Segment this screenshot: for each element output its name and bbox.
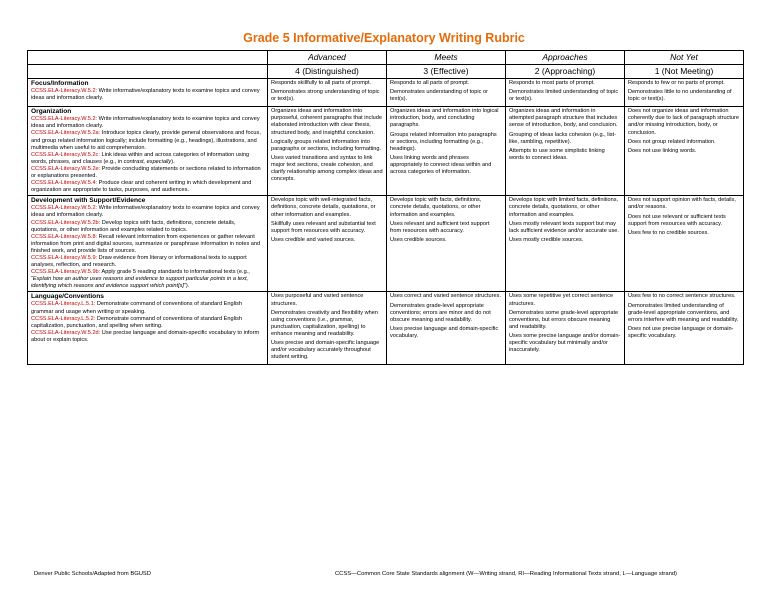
- standard-emphasis: Explain how an author uses reasons and evidence to support particular points in a text, identifying which reasons and evidence support which point[s]: [31, 276, 249, 290]
- standard-text: [31, 220, 264, 234]
- standard-description: Develop topics with facts, definitions, concrete details, quotations, or other information and examples related to topics.: [31, 219, 236, 233]
- descriptor-text: Organizes ideas and information in attempted paragraph structure that includes sense of introduction, body, and conclusion.: [509, 108, 618, 129]
- descriptor-cell: [625, 292, 744, 365]
- footer-source: Denver Public Schools/Adapted from BGUSD: [34, 571, 151, 577]
- standard-text: [31, 234, 264, 255]
- standard-code: CCSS.ELA-Literacy.W.5.2:: [31, 88, 98, 94]
- standard-emphasis: in contrast, especially: [117, 158, 172, 165]
- rubric-row: [28, 79, 744, 107]
- level-name: Advanced: [268, 51, 387, 65]
- descriptor-cell: [268, 196, 387, 292]
- level-score-row: [28, 65, 744, 79]
- criteria-cell: [28, 79, 268, 107]
- descriptor-cell: [625, 107, 744, 196]
- descriptor-text: Grouping of ideas lacks cohesion (e.g., list-like, rambling, repetitive).: [509, 131, 616, 145]
- standard-text: [31, 88, 264, 102]
- standard-text: [31, 130, 264, 151]
- descriptor-text: Does not support opinion with facts, details, and/or reasons.: [628, 197, 736, 211]
- descriptor-text: Responds to all parts of prompt.: [390, 80, 470, 86]
- descriptor-text: Uses precise language and domain-specific vocabulary.: [390, 325, 499, 339]
- level-score: 3 (Effective): [387, 65, 506, 79]
- standard-description-end: ”).: [184, 283, 190, 290]
- descriptor-text: Uses credible and varied sources.: [271, 236, 356, 243]
- descriptor-cell: [506, 292, 625, 365]
- descriptor-text: Demonstrates grade-level appropriate conventions; errors are minor and do not obscure meaning and readability.: [390, 302, 491, 323]
- level-score: 1 (Not Meeting): [625, 65, 744, 79]
- standard-code: CCSS.ELA-Literacy.W.5.2e:: [31, 165, 101, 172]
- standard-description: Demonstrate command of conventions of standard English capitalization, punctuation, and spelling when writing.: [31, 315, 243, 329]
- rubric-row: [28, 196, 744, 292]
- standard-code: CCSS.ELA-Literacy.W.5.2a:: [31, 130, 101, 137]
- descriptor-text: Uses varied transitions and syntax to link major text sections, create cohesion, and clarify relationship among complex ideas and concepts.: [271, 154, 383, 183]
- descriptor-text: Uses few to no credible sources.: [628, 229, 709, 236]
- descriptor-text: Develops topic with limited facts, definitions, concrete details, quotations, or other information and examples.: [509, 197, 619, 218]
- descriptor-text: Uses purposeful and varied sentence structures.: [271, 293, 364, 307]
- standard-code: CCSS.ELA-Literacy.W.5.4:: [31, 180, 98, 187]
- descriptor-text: Demonstrates limited understanding of topic or text(s).: [509, 89, 619, 103]
- standard-text: [31, 205, 264, 219]
- descriptor-cell: [506, 196, 625, 292]
- standard-description: Use precise language and domain-specific vocabulary to inform about or explain topics.: [31, 329, 260, 343]
- level-name: Meets: [387, 51, 506, 65]
- standard-description: Introduce topics clearly, provide general observations and focus, and group related information logically; include formatting (e.g., headings), illustrations, and multimedia when useful to aid comprehension.: [31, 130, 261, 151]
- descriptor-text: Uses some repetitive yet correct sentence structures.: [509, 293, 614, 307]
- descriptor-cell: [268, 79, 387, 107]
- descriptor-text: Responds to few or no parts of prompt.: [628, 80, 725, 86]
- level-name-row: [28, 51, 744, 65]
- standard-text: [31, 330, 264, 344]
- standard-description: Provide concluding statements or sections related to information or explanations presented.: [31, 165, 261, 180]
- corner-cell: [28, 51, 268, 65]
- standard-code: CCSS.ELA-Literacy.W.5.2b:: [31, 219, 101, 226]
- descriptor-cell: [387, 107, 506, 196]
- standard-code: CCSS.ELA-Literacy.W.5.2:: [31, 116, 98, 123]
- criteria-cell: [28, 107, 268, 196]
- standard-text: [31, 255, 264, 269]
- descriptor-cell: [387, 292, 506, 365]
- corner-cell: [28, 65, 268, 79]
- standard-text: [31, 301, 264, 315]
- descriptor-text: Does not group related information.: [628, 138, 716, 145]
- descriptor-cell: [268, 107, 387, 196]
- standard-description: Apply grade 5 reading standards to informational texts (e.g., “: [31, 269, 250, 283]
- rubric-table: [27, 50, 744, 365]
- descriptor-cell: [625, 196, 744, 292]
- standard-text: [31, 269, 264, 290]
- standard-description: Draw evidence from literary or informational texts to support analyses, reflection, and research.: [31, 254, 247, 269]
- standard-text: [31, 152, 264, 166]
- descriptor-text: Responds skillfully to all parts of prompt.: [271, 80, 372, 86]
- descriptor-text: Responds to most parts of prompt.: [509, 80, 595, 86]
- descriptor-text: Uses linking words and phrases appropriately to connect ideas within and across categories of information.: [390, 154, 492, 176]
- rubric-row: [28, 107, 744, 196]
- standard-description: Write informative/explanatory texts to examine topics and convey ideas and information clearly.: [31, 116, 260, 130]
- standard-description: Demonstrate command of conventions of standard English grammar and usage when writing or speaking.: [31, 301, 243, 315]
- descriptor-text: Demonstrates creativity and flexibility when using conventions (i.e., grammar, punctuation, capitalization, spelling) to enhance meaning and readability.: [271, 309, 378, 337]
- descriptor-text: Uses mostly relevant texts support but may lack sufficient evidence and/or accurate use.: [509, 220, 619, 234]
- descriptor-text: Attempts to use some simplistic linking words to connect ideas.: [509, 147, 605, 161]
- standard-code: CCSS.ELA-Literacy.W.5.9b:: [31, 269, 101, 276]
- standard-code: CCSS.ELA-Literacy.W.5.2:: [31, 205, 98, 212]
- descriptor-cell: [506, 79, 625, 107]
- descriptor-text: Uses credible sources.: [390, 236, 447, 243]
- standard-description: Write informative/explanatory texts to examine topics and convey ideas and information clearly.: [31, 205, 260, 219]
- descriptor-cell: [625, 79, 744, 107]
- standard-code: CCSS.ELA-Literacy.L.5.2:: [31, 315, 96, 322]
- standard-description: Write informative/explanatory texts to examine topics and convey ideas and information clearly.: [31, 88, 260, 102]
- level-score: 2 (Approaching): [506, 65, 625, 79]
- level-name: Approaches: [506, 51, 625, 65]
- level-score: 4 (Distinguished): [268, 65, 387, 79]
- descriptor-cell: [268, 292, 387, 365]
- descriptor-text: Does not use relevant or sufficient texts support from resources with accuracy.: [628, 213, 726, 227]
- descriptor-text: Develops topic with facts, definitions, concrete details, quotations, or other information and examples.: [390, 197, 482, 218]
- descriptor-text: Uses mostly credible sources.: [509, 236, 584, 243]
- category-title: Organization: [31, 108, 72, 116]
- descriptor-text: Demonstrates understanding of topic or text(s).: [390, 89, 488, 103]
- page-title: Grade 5 Informative/Explanatory Writing Rubric: [243, 31, 525, 45]
- descriptor-cell: [387, 79, 506, 107]
- descriptor-text: Does not use linking words.: [628, 147, 697, 154]
- standard-code: CCSS.ELA-Literacy.W.5.9:: [31, 254, 98, 261]
- descriptor-text: Uses some precise language and/or domain-specific vocabulary but minimally and/or inaccurately.: [509, 332, 621, 354]
- standard-code: CCSS.ELA-Literacy.W.5.8:: [31, 233, 98, 240]
- standard-description: Produce clear and coherent writing in which development and organization are appropriate to tasks, purposes, and audiences.: [31, 180, 252, 194]
- standard-text: [31, 116, 264, 130]
- descriptor-text: Uses relevant and sufficient text support from resources with accuracy.: [390, 220, 490, 234]
- descriptor-text: Groups related information into paragraphs or sections, including formatting (e.g., headings).: [390, 131, 497, 152]
- standard-code: CCSS.ELA-Literacy.L.5.1:: [31, 301, 96, 308]
- standard-code: CCSS.ELA-Literacy.W.5.2d:: [31, 329, 101, 336]
- descriptor-text: Organizes ideas and information into purposeful, coherent paragraphs that include elaborated introduction with clear thesis, structured body, and insightful conclusion.: [271, 108, 383, 136]
- descriptor-text: Develops topic with well-integrated facts, definitions, concrete details, quotations, or other information and examples.: [271, 197, 376, 218]
- level-name: Not Yet: [625, 51, 744, 65]
- criteria-cell: [28, 292, 268, 365]
- standard-text: [31, 166, 264, 180]
- rubric-body: [28, 79, 744, 365]
- standard-text: [31, 316, 264, 330]
- standard-description-end: ).: [171, 158, 175, 165]
- descriptor-text: Demonstrates some grade-level appropriate conventions, but errors obscure meaning and readability.: [509, 309, 619, 330]
- descriptor-text: Demonstrates little to no understanding of topic or text(s).: [628, 89, 732, 103]
- descriptor-text: Does not organize ideas and information coherently due to lack of paragraph structure and/or missing introduction, body, or conclusion.: [628, 108, 740, 136]
- descriptor-text: Uses precise and domain-specific language and/or vocabulary accurately throughout student writing.: [271, 340, 380, 361]
- footer-ccss-note: CCSS—Common Core State Standards alignment (W—Writing strand, RI—Reading Informational Texts strand, L—Language strand): [335, 571, 677, 577]
- standard-description: Recall relevant information from experiences or gather relevant information from print and digital sources, summarize or paraphrase information in notes and finished work, and provide lists of sources.: [31, 233, 261, 254]
- criteria-cell: [28, 196, 268, 292]
- descriptor-text: Uses few to no correct sentence structures.: [628, 293, 736, 300]
- descriptor-text: Does not use precise language or domain-specific vocabulary.: [628, 325, 734, 339]
- descriptor-text: Uses correct and varied sentence structures.: [390, 293, 501, 300]
- descriptor-text: Organizes ideas and information into logical introduction, body, and concluding paragraphs.: [390, 108, 499, 129]
- category-title: Development with Support/Evidence: [31, 197, 146, 205]
- standard-text: [31, 180, 264, 194]
- category-title: Language/Conventions: [31, 293, 104, 301]
- standard-code: CCSS.ELA-Literacy.W.5.2c:: [31, 151, 100, 158]
- descriptor-text: Demonstrates strong understanding of topic or text(s).: [271, 89, 380, 103]
- category-title: Focus/Information: [31, 80, 89, 87]
- descriptor-text: Logically groups related information into paragraphs or sections, including formatting.: [271, 138, 382, 152]
- standard-description: Link ideas within and across categories of information using words, phrases, and clauses (e.g.,: [31, 151, 250, 165]
- descriptor-text: Skillfully uses relevant and substantial text support from resources with accuracy.: [271, 220, 376, 234]
- descriptor-text: Demonstrates limited understanding of grade-level appropriate conventions, and errors interfere with meaning and readability.: [628, 302, 739, 323]
- descriptor-cell: [387, 196, 506, 292]
- rubric-row: [28, 292, 744, 365]
- descriptor-cell: [506, 107, 625, 196]
